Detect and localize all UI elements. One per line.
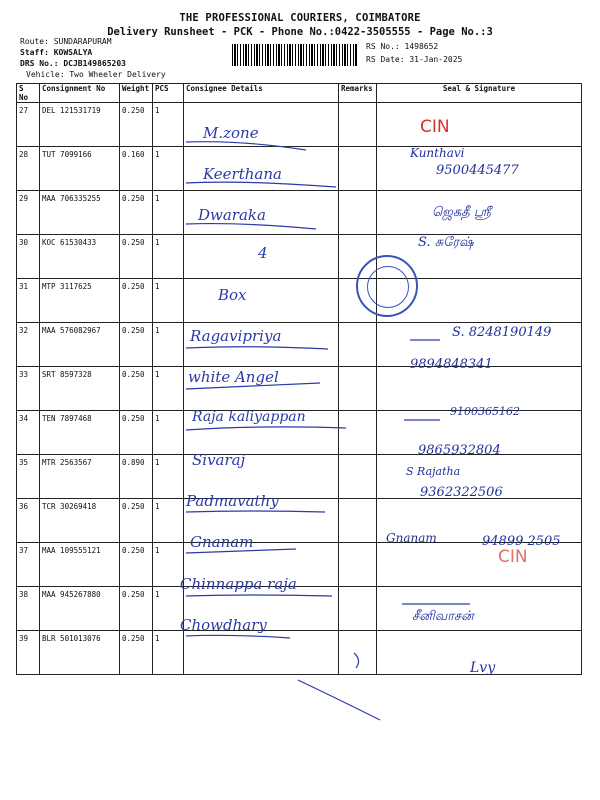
col-pcs: PCS: [153, 84, 184, 103]
cell-sno: 35: [17, 455, 40, 499]
cell-consignment-no: MTP 3117625: [40, 279, 120, 323]
cell-weight: 0.160: [120, 147, 153, 191]
cell-pcs: 1: [153, 455, 184, 499]
signature-tamil: சீனிவாசன்: [412, 609, 474, 624]
phone-number: 9894848341: [410, 357, 493, 372]
runsheet-subtitle: Delivery Runsheet - PCK - Phone No.:0422-3505555 - Page No.:3: [107, 26, 493, 38]
col-seal-signature: Seal & Signature: [377, 84, 582, 103]
cell-consignment-no: TCR 30269418: [40, 499, 120, 543]
cell-consignment-no: MAA 109555121: [40, 543, 120, 587]
rs-date: RS Date: 31-Jan-2025: [366, 55, 463, 64]
cell-pcs: 1: [153, 499, 184, 543]
cell-sno: 30: [17, 235, 40, 279]
cell-weight: 0.250: [120, 543, 153, 587]
cell-consignment-no: TEN 7897468: [40, 411, 120, 455]
cell-pcs: 1: [153, 103, 184, 147]
col-sno: S No: [17, 84, 40, 103]
cell-sno: 36: [17, 499, 40, 543]
cell-sno: 32: [17, 323, 40, 367]
cell-sno: 33: [17, 367, 40, 411]
cell-sno: 31: [17, 279, 40, 323]
cell-weight: 0.250: [120, 367, 153, 411]
rs-number: RS No.: 1498652: [366, 42, 439, 51]
cell-pcs: 1: [153, 235, 184, 279]
consignee-name: Chowdhary: [180, 616, 267, 634]
col-weight: Weight: [120, 84, 153, 103]
phone-number: S. 8248190149: [452, 325, 552, 340]
cell-pcs: 1: [153, 191, 184, 235]
cell-weight: 0.250: [120, 279, 153, 323]
phone-number: 9500445477: [436, 163, 519, 178]
cell-pcs: 1: [153, 147, 184, 191]
cell-sno: 28: [17, 147, 40, 191]
cell-weight: 0.250: [120, 587, 153, 631]
col-remarks: Remarks: [339, 84, 377, 103]
cell-consignment-no: MAA 576082967: [40, 323, 120, 367]
cell-pcs: 1: [153, 411, 184, 455]
cell-weight: 0.890: [120, 455, 153, 499]
cell-pcs: 1: [153, 543, 184, 587]
staff-label: Staff: KOWSALYA: [20, 48, 93, 57]
consignee-name: white Angel: [188, 368, 279, 386]
cell-weight: 0.250: [120, 631, 153, 675]
phone-number: 9100365162: [450, 405, 520, 418]
cell-sno: 38: [17, 587, 40, 631]
cell-sno: 37: [17, 543, 40, 587]
signature-tamil: S. சுரேஷ்: [418, 235, 474, 250]
route-label: Route: SUNDARAPURAM: [20, 37, 112, 46]
cell-consignment-no: MAA 945267880: [40, 587, 120, 631]
cell-consignment-no: KOC 61530433: [40, 235, 120, 279]
phone-number: 9865932804: [418, 443, 501, 458]
cell-pcs: 1: [153, 587, 184, 631]
col-consignment: Consignment No: [40, 84, 120, 103]
signature-name: S Rajatha: [406, 465, 461, 478]
cell-weight: 0.250: [120, 499, 153, 543]
cell-weight: 0.250: [120, 323, 153, 367]
consignee-name: Sivaraj: [192, 451, 246, 469]
cin-mark: CIN: [498, 547, 528, 567]
cell-weight: 0.250: [120, 191, 153, 235]
col-consignee: Consignee Details: [184, 84, 339, 103]
consignee-name: Keerthana: [203, 165, 282, 183]
phone-number: 9362322506: [420, 485, 503, 500]
consignee-name: Chinnappa raja: [180, 575, 297, 593]
phone-number: 94899 2505: [482, 534, 561, 549]
cell-consignment-no: DEL 121531719: [40, 103, 120, 147]
cell-consignment-no: BLR 501013076: [40, 631, 120, 675]
consignee-name: M.zone: [203, 124, 259, 142]
consignee-name: Padmavathy: [186, 492, 279, 510]
cell-pcs: 1: [153, 367, 184, 411]
cell-weight: 0.250: [120, 235, 153, 279]
consignee-name: Raja kaliyappan: [192, 409, 306, 425]
cell-sno: 27: [17, 103, 40, 147]
consignee-name: 4: [258, 244, 268, 262]
cell-consignment-no: TUT 7099166: [40, 147, 120, 191]
consignee-name: Dwaraka: [198, 206, 266, 224]
signature-scribble: Kunthavi: [410, 146, 465, 160]
vehicle-label: Vehicle: Two Wheeler Delivery: [26, 70, 166, 79]
cin-mark: CIN: [420, 117, 450, 137]
cell-pcs: 1: [153, 631, 184, 675]
consignee-name: Gnanam: [190, 533, 254, 551]
signature-tamil: ஜெகதீ ஸ்ரீ: [432, 205, 491, 220]
cell-pcs: 1: [153, 279, 184, 323]
cell-sno: 39: [17, 631, 40, 675]
signature-name: Gnanam: [386, 531, 437, 545]
cell-consignment-no: MTR 2563567: [40, 455, 120, 499]
cell-consignment-no: MAA 706335255: [40, 191, 120, 235]
cell-consignment-no: SRT 8597328: [40, 367, 120, 411]
consignee-name: Box: [218, 286, 247, 304]
cell-sno: 29: [17, 191, 40, 235]
company-title: THE PROFESSIONAL COURIERS, COIMBATORE: [179, 12, 421, 24]
drs-number: DRS No.: DCJB149865203: [20, 59, 126, 68]
cell-pcs: 1: [153, 323, 184, 367]
initials-signature: Lvy: [470, 660, 496, 676]
cell-weight: 0.250: [120, 411, 153, 455]
cell-sno: 34: [17, 411, 40, 455]
consignee-name: Ragavipriya: [190, 327, 282, 345]
cell-weight: 0.250: [120, 103, 153, 147]
